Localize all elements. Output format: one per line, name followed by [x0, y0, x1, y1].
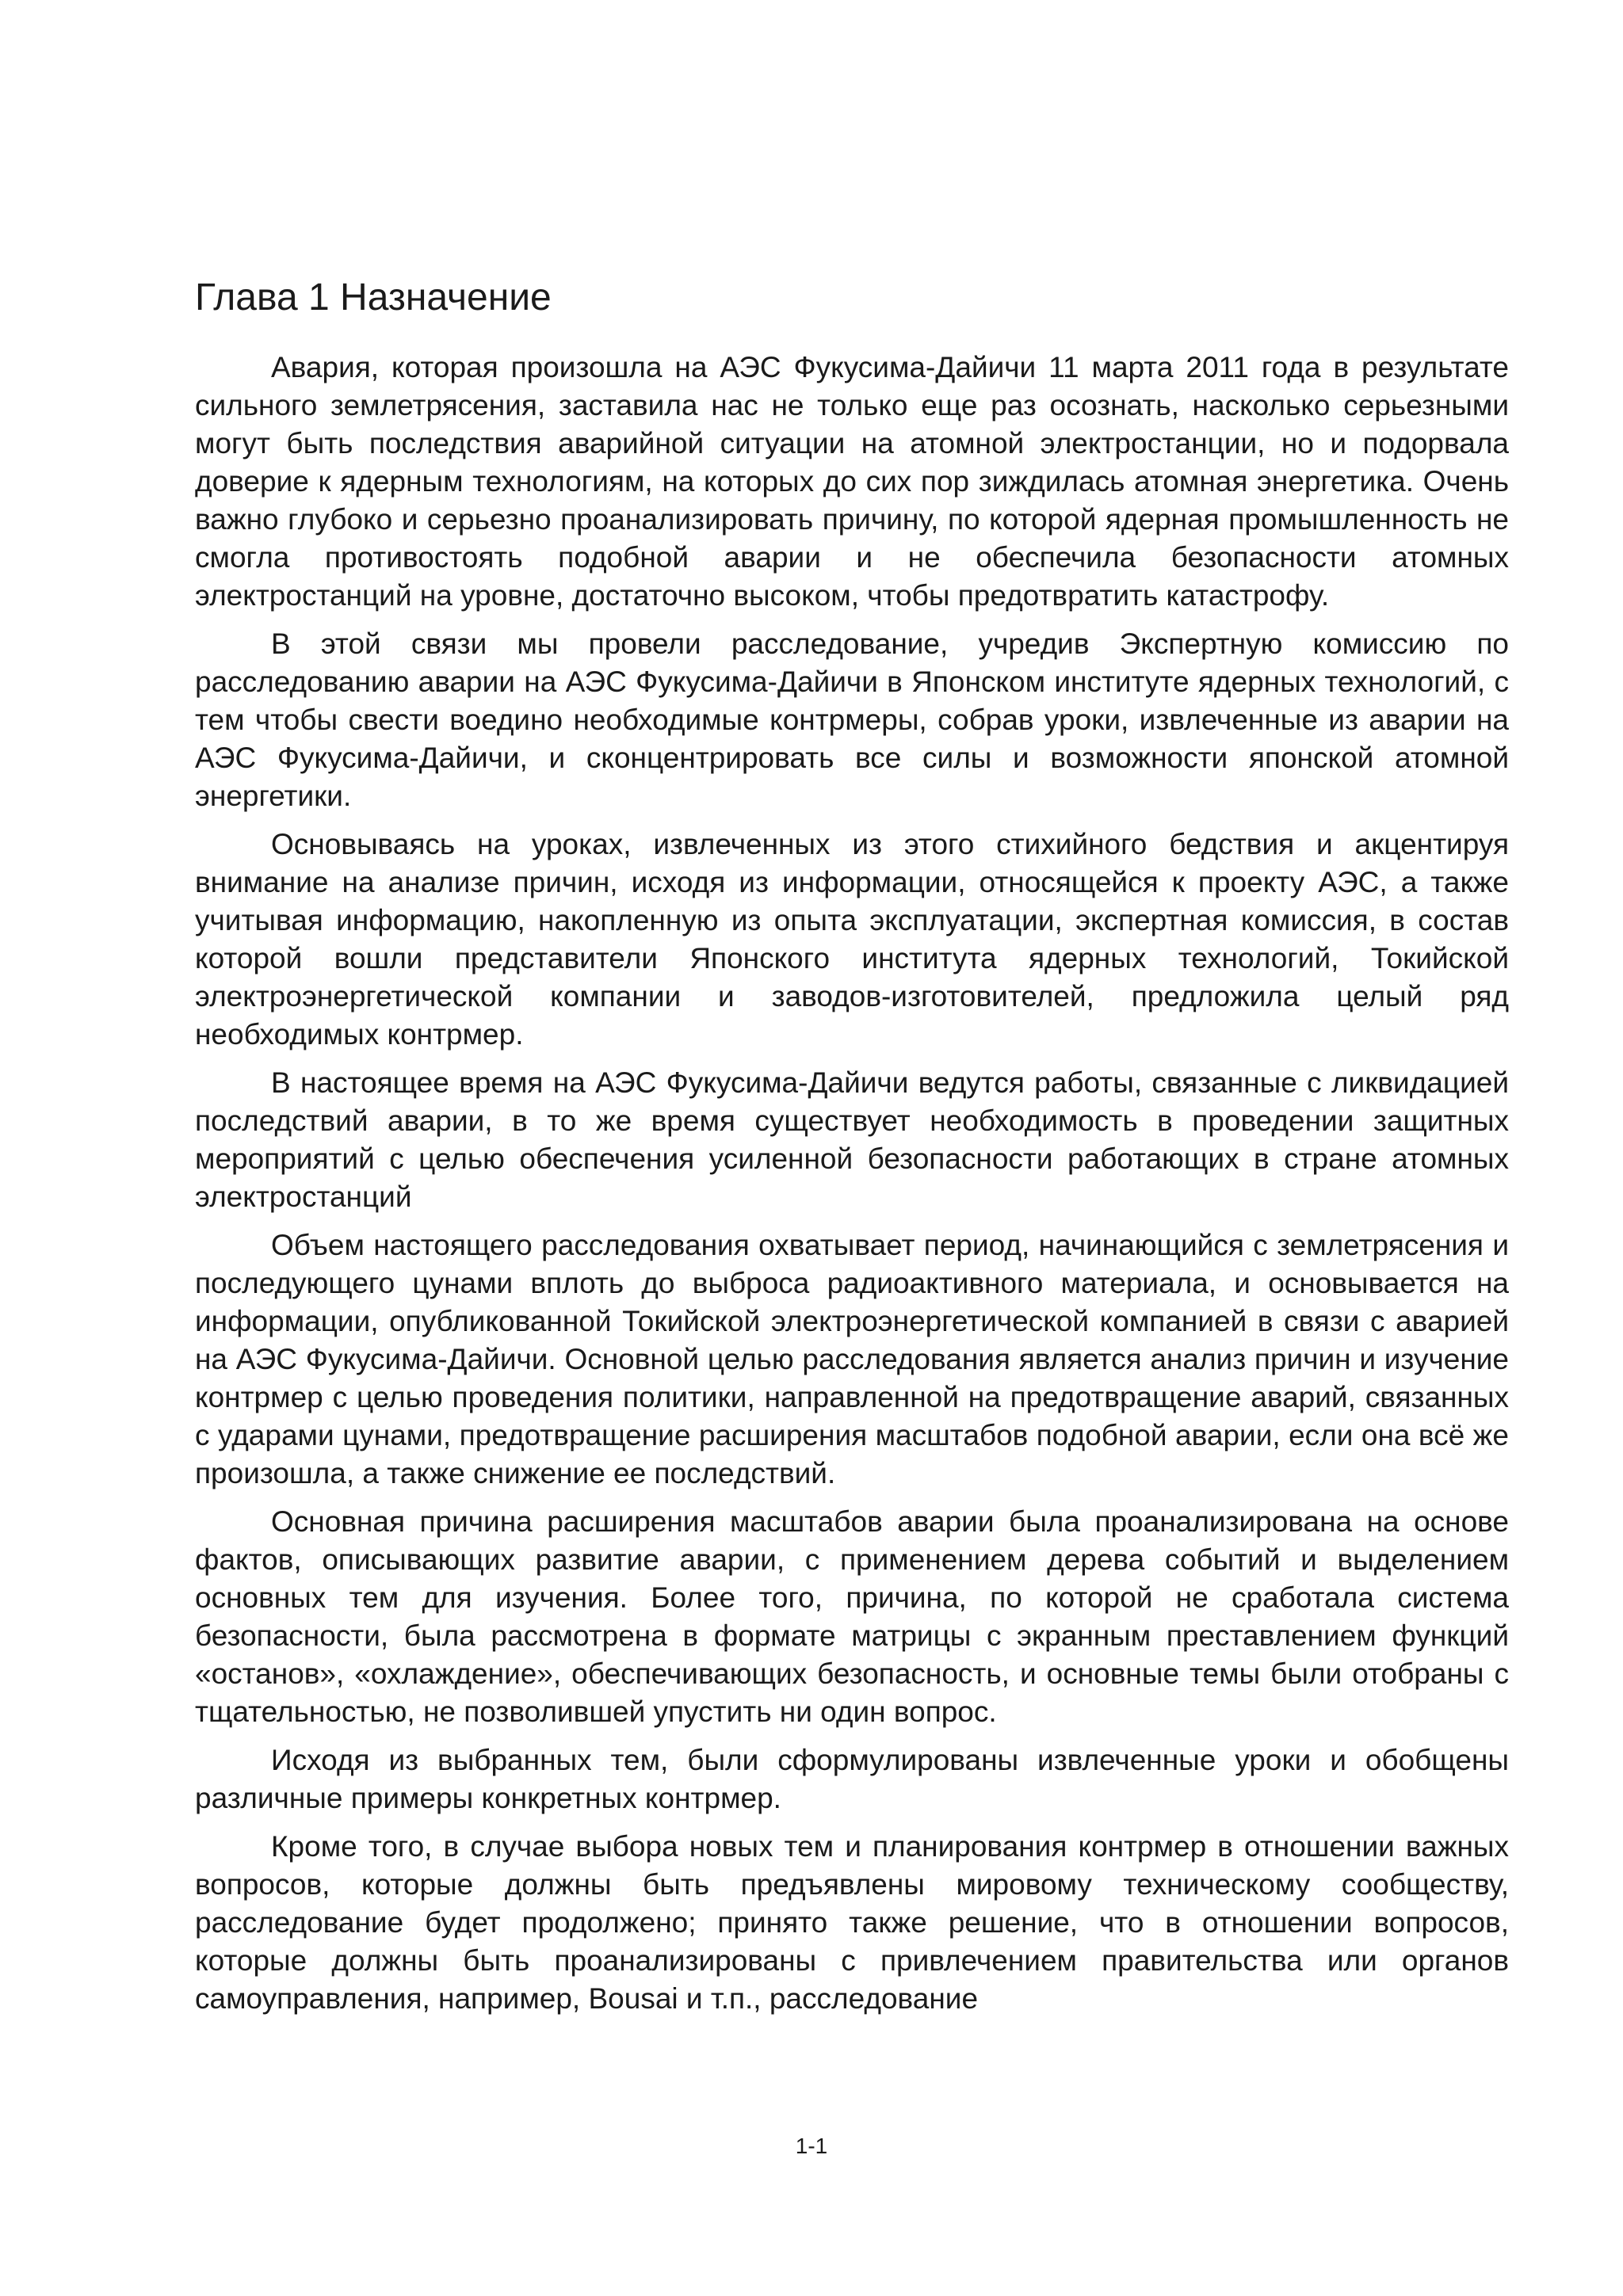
paragraph: Кроме того, в случае выбора новых тем и планирования контрмер в отношении важных вопросов, которые должны быть предъявлены мировому техническому сообществу, расследование будет продолжено; принято также решение, что в отношении вопросов, которые должны быть проанализированы с привлечением правительства или органов самоуправления, например, Bousai и т.п., расследование	[195, 1830, 1509, 2015]
body-text	[195, 349, 1509, 2028]
paragraph: Основываясь на уроках, извлеченных из этого стихийного бедствия и акцентируя внимание на анализе причин, исходя из информации, относящейся к проекту АЭС, а также учитывая информацию, накопленную из опыта эксплуатации, экспертная комиссия, в состав которой вошли представители Японского института ядерных технологий, Токийской электроэнергетической компании и заводов-изготовителей, предложила целый ряд необходимых контрмер.	[195, 828, 1509, 1051]
paragraph: Авария, которая произошла на АЭС Фукусима-Дайичи 11 марта 2011 года в результате сильного землетрясения, заставила нас не только еще раз осознать, насколько серьезными могут быть последствия аварийной ситуации на атомной электростанции, но и подорвала доверие к ядерным технологиям, на которых до сих пор зиждилась атомная энергетика. Очень важно глубоко и серьезно проанализировать причину, по которой ядерная промышленность не смогла противостоять подобной аварии и не обеспечила безопасности атомных электростанций на уровне, достаточно высоком, чтобы предотвратить катастрофу.	[195, 351, 1509, 612]
paragraph: В этой связи мы провели расследование, учредив Экспертную комиссию по расследованию аварии на АЭС Фукусима-Дайичи в Японском институте ядерных технологий, с тем чтобы свести воедино необходимые контрмеры, собрав уроки, извлеченные из аварии на АЭС Фукусима-Дайичи, и сконцентрировать все силы и возможности японской атомной энергетики.	[195, 627, 1509, 812]
paragraph: Исходя из выбранных тем, были сформулированы извлеченные уроки и обобщены различные примеры конкретных контрмер.	[195, 1744, 1509, 1814]
paragraph: Объем настоящего расследования охватывает период, начинающийся с землетрясения и последующего цунами вплоть до выброса радиоактивного материала, и основывается на информации, опубликованной Токийской электроэнергетической компанией в связи с аварией на АЭС Фукусима-Дайичи. Основной целью расследования является анализ причин и изучение контрмер с целью проведения политики, направленной на предотвращение аварий, связанных с ударами цунами, предотвращение расширения масштабов подобной аварии, если она всё же произошла, а также снижение ее последствий.	[195, 1229, 1509, 1489]
paragraph: Основная причина расширения масштабов аварии была проанализирована на основе фактов, описывающих развитие аварии, с применением дерева событий и выделением основных тем для изучения. Более того, причина, по которой не сработала система безопасности, была рассмотрена в формате матрицы с экранным преставлением функций «останов», «охлаждение», обеспечивающих безопасность, и основные темы были отобраны с тщательностью, не позволившей упустить ни один вопрос.	[195, 1505, 1509, 1728]
page-number: 1-1	[795, 2134, 828, 2158]
chapter-title: Глава 1 Назначение	[195, 277, 552, 318]
paragraph: В настоящее время на АЭС Фукусима-Дайичи ведутся работы, связанные с ликвидацией последствий аварии, в то же время существует необходимость в проведении защитных мероприятий с целью обеспечения усиленной безопасности работающих в стране атомных электростанций	[195, 1066, 1509, 1213]
